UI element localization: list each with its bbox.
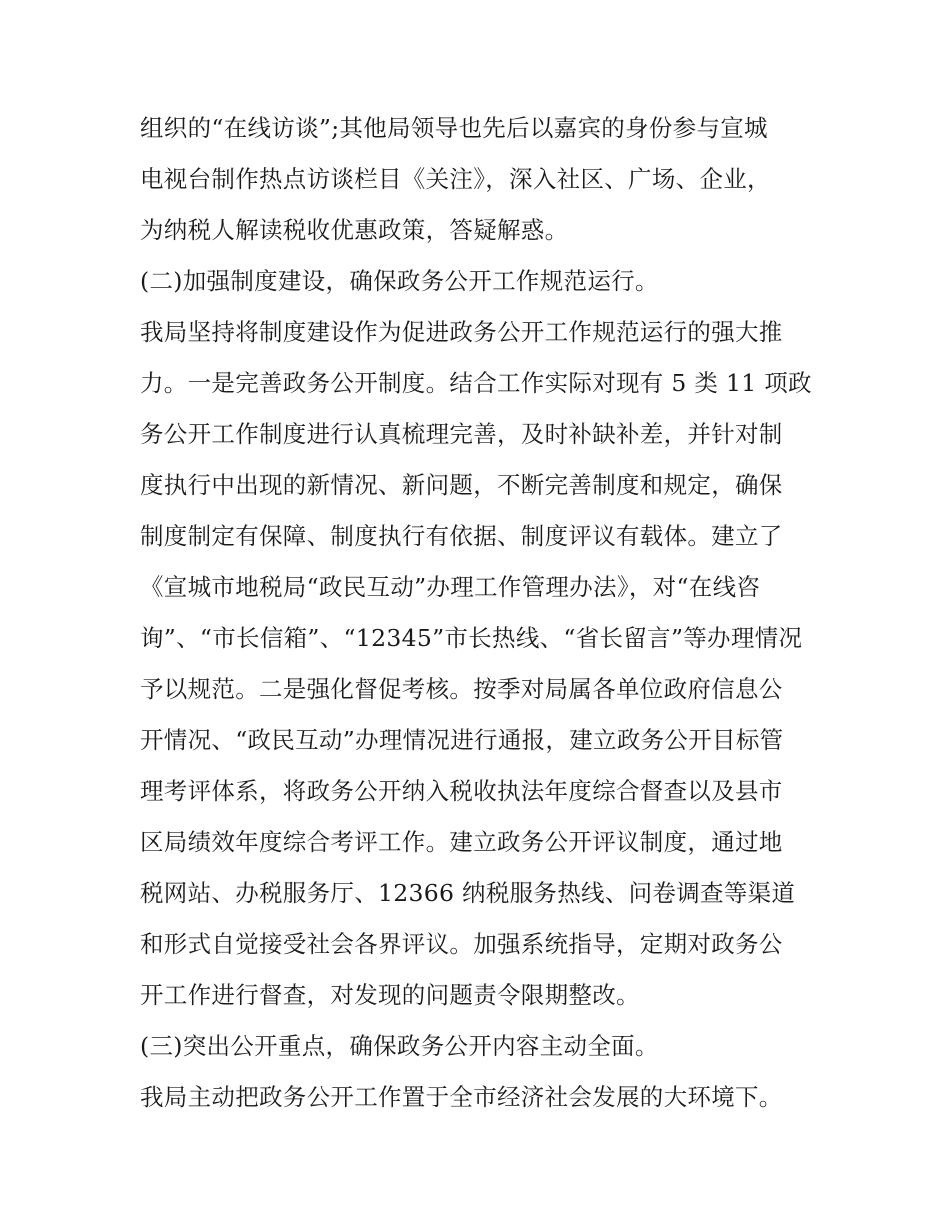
text-line: 力。一是完善政务公开制度。结合工作实际对现有 5 类 11 项政 [140, 369, 812, 397]
text-line: 组织的“在线访谈”;其他局领导也先后以嘉宾的身份参与宣城 [140, 114, 768, 142]
text-line: 度执行中出现的新情况、新问题，不断完善制度和规定，确保 [140, 471, 783, 499]
text-line: 开情况、“政民互动”办理情况进行通报，建立政务公开目标管 [140, 726, 784, 754]
text-line: 询”、“市长信箱”、“12345”市长热线、“省长留言”等办理情况 [140, 624, 803, 652]
text-line: 为纳税人解读税收优惠政策，答疑解惑。 [140, 216, 569, 244]
text-line: 我局主动把政务公开工作置于全市经济社会发展的大环境下。 [140, 1083, 783, 1111]
text-line: 电视台制作热点访谈栏目《关注》，深入社区、广场、企业， [140, 165, 771, 193]
section-heading: (二)加强制度建设，确保政务公开工作规范运行。 [140, 267, 659, 295]
text-line: 我局坚持将制度建设作为促进政务公开工作规范运行的强大推 [140, 318, 783, 346]
text-line: 予以规范。二是强化督促考核。按季对局属各单位政府信息公 [140, 675, 783, 703]
text-line: 理考评体系，将政务公开纳入税收执法年度综合督查以及县市 [140, 777, 783, 805]
text-line: 税网站、办税服务厅、12366 纳税服务热线、问卷调查等渠道 [140, 879, 796, 907]
text-line: 制度制定有保障、制度执行有依据、制度评议有载体。建立了 [140, 522, 783, 550]
section-heading: (三)突出公开重点，确保政务公开内容主动全面。 [140, 1032, 659, 1060]
text-line: 务公开工作制度进行认真梳理完善，及时补缺补差，并针对制 [140, 420, 783, 448]
text-line: 开工作进行督查，对发现的问题责令限期整改。 [140, 981, 640, 1009]
document-body [140, 103, 820, 1123]
text-line: 和形式自觉接受社会各界评议。加强系统指导，定期对政务公 [140, 930, 783, 958]
text-line: 《宣城市地税局“政民互动”办理工作管理办法》，对“在线咨 [140, 573, 761, 601]
text-line: 区局绩效年度综合考评工作。建立政务公开评议制度，通过地 [140, 828, 783, 856]
